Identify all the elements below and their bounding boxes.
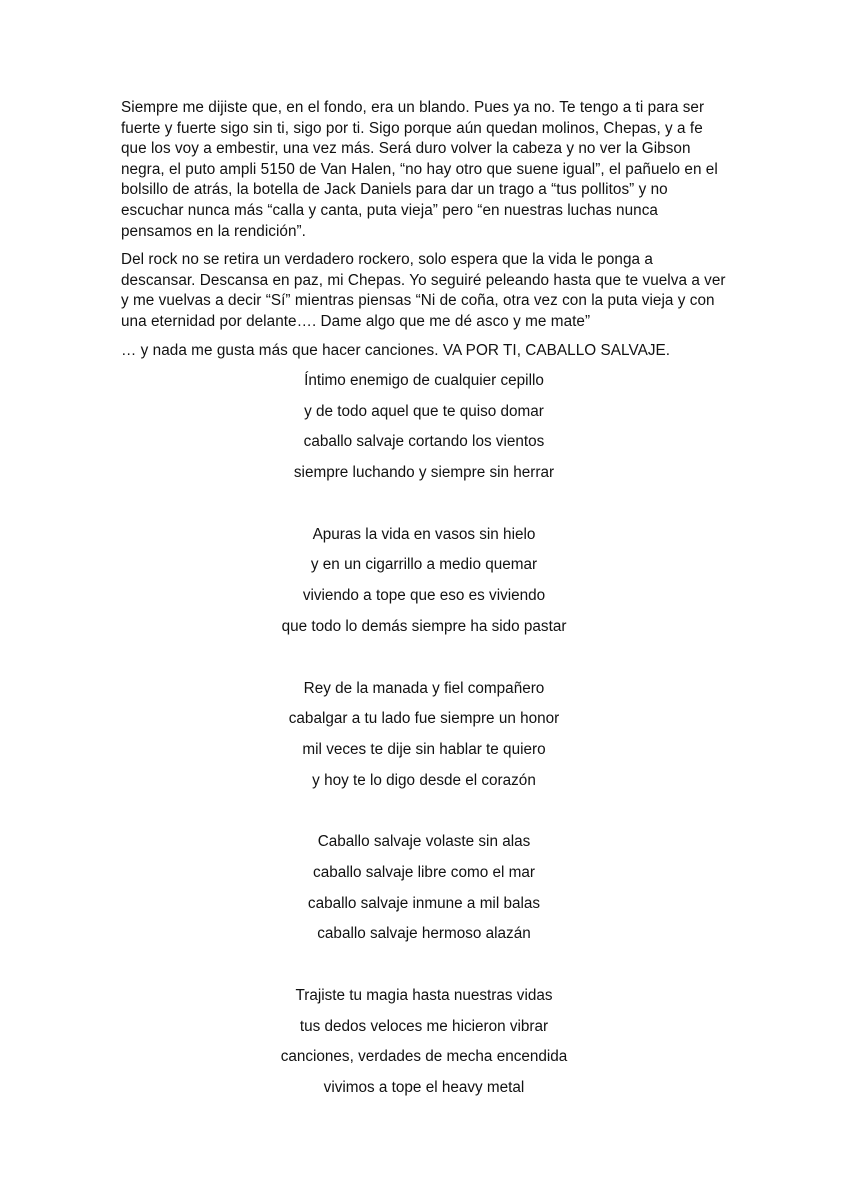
verse-line: y en un cigarrillo a medio quemar — [310, 556, 538, 574]
verse-line: caballo salvaje cortando los vientos — [303, 433, 545, 451]
stanza — [121, 674, 727, 797]
verse-line: siempre luchando y siempre sin herrar — [293, 464, 555, 482]
stanza — [121, 366, 727, 489]
verse-line: mil veces te dije sin hablar te quiero — [302, 740, 546, 758]
verse-line: Apuras la vida en vasos sin hielo — [312, 525, 536, 543]
paragraph: Siempre me dijiste que, en el fondo, era un blando. Pues ya no. Te tengo a ti para ser fuerte y fuerte sigo sin ti, sigo por ti. Sigo porque aún quedan molinos, Chepas, y a fe que los voy a embestir, una vez más. Será duro volver la cabeza y no ver la Gibson negra, el puto ampli 5150 de Van Halen, “no hay otro que suene igual”, el pañuelo en el bolsillo de atrás, la botella de Jack Daniels para dar un trago a “tus pollitos” y no escuchar nunca más “calla y canta, puta vieja” pero “en nuestras luchas nunca pensamos en la rendición”. — [121, 99, 718, 240]
stanza — [121, 520, 727, 643]
verse-line: vivimos a tope el heavy metal — [323, 1079, 525, 1097]
verse-line: caballo salvaje hermoso alazán — [317, 925, 531, 943]
verse-line: cabalgar a tu lado fue siempre un honor — [288, 710, 560, 728]
verse-line: tus dedos veloces me hicieron vibrar — [299, 1017, 549, 1035]
verse-line: caballo salvaje libre como el mar — [313, 863, 535, 881]
paragraph: … y nada me gusta más que hacer canciones. VA POR TI, CABALLO SALVAJE. — [121, 341, 671, 359]
poem — [121, 366, 727, 1104]
verse-line: caballo salvaje inmune a mil balas — [307, 894, 541, 912]
verse-line: y de todo aquel que te quiso domar — [304, 402, 544, 420]
stanza — [121, 827, 727, 950]
stanza — [121, 981, 727, 1104]
verse-line: y hoy te lo digo desde el corazón — [312, 771, 536, 789]
prose-section — [121, 98, 731, 361]
verse-line: Íntimo enemigo de cualquier cepillo — [304, 372, 544, 389]
verse-line: que todo lo demás siempre ha sido pastar — [281, 617, 567, 635]
verse-line: Trajiste tu magia hasta nuestras vidas — [295, 987, 553, 1004]
verse-line: viviendo a tope que eso es viviendo — [302, 587, 546, 605]
verse-line: Caballo salvaje volaste sin alas — [317, 833, 531, 851]
verse-line: canciones, verdades de mecha encendida — [280, 1048, 568, 1066]
verse-line: Rey de la manada y fiel compañero — [303, 679, 545, 697]
paragraph: Del rock no se retira un verdadero rockero, solo espera que la vida le ponga a descansar. Descansa en paz, mi Chepas. Yo seguiré peleando hasta que te vuelva a ver y me vuelvas a decir “Sí” mientras piensas “Ni de coña, otra vez con la puta vieja y con una eternidad por delante…. Dame algo que me dé asco y me mate” — [121, 251, 726, 330]
